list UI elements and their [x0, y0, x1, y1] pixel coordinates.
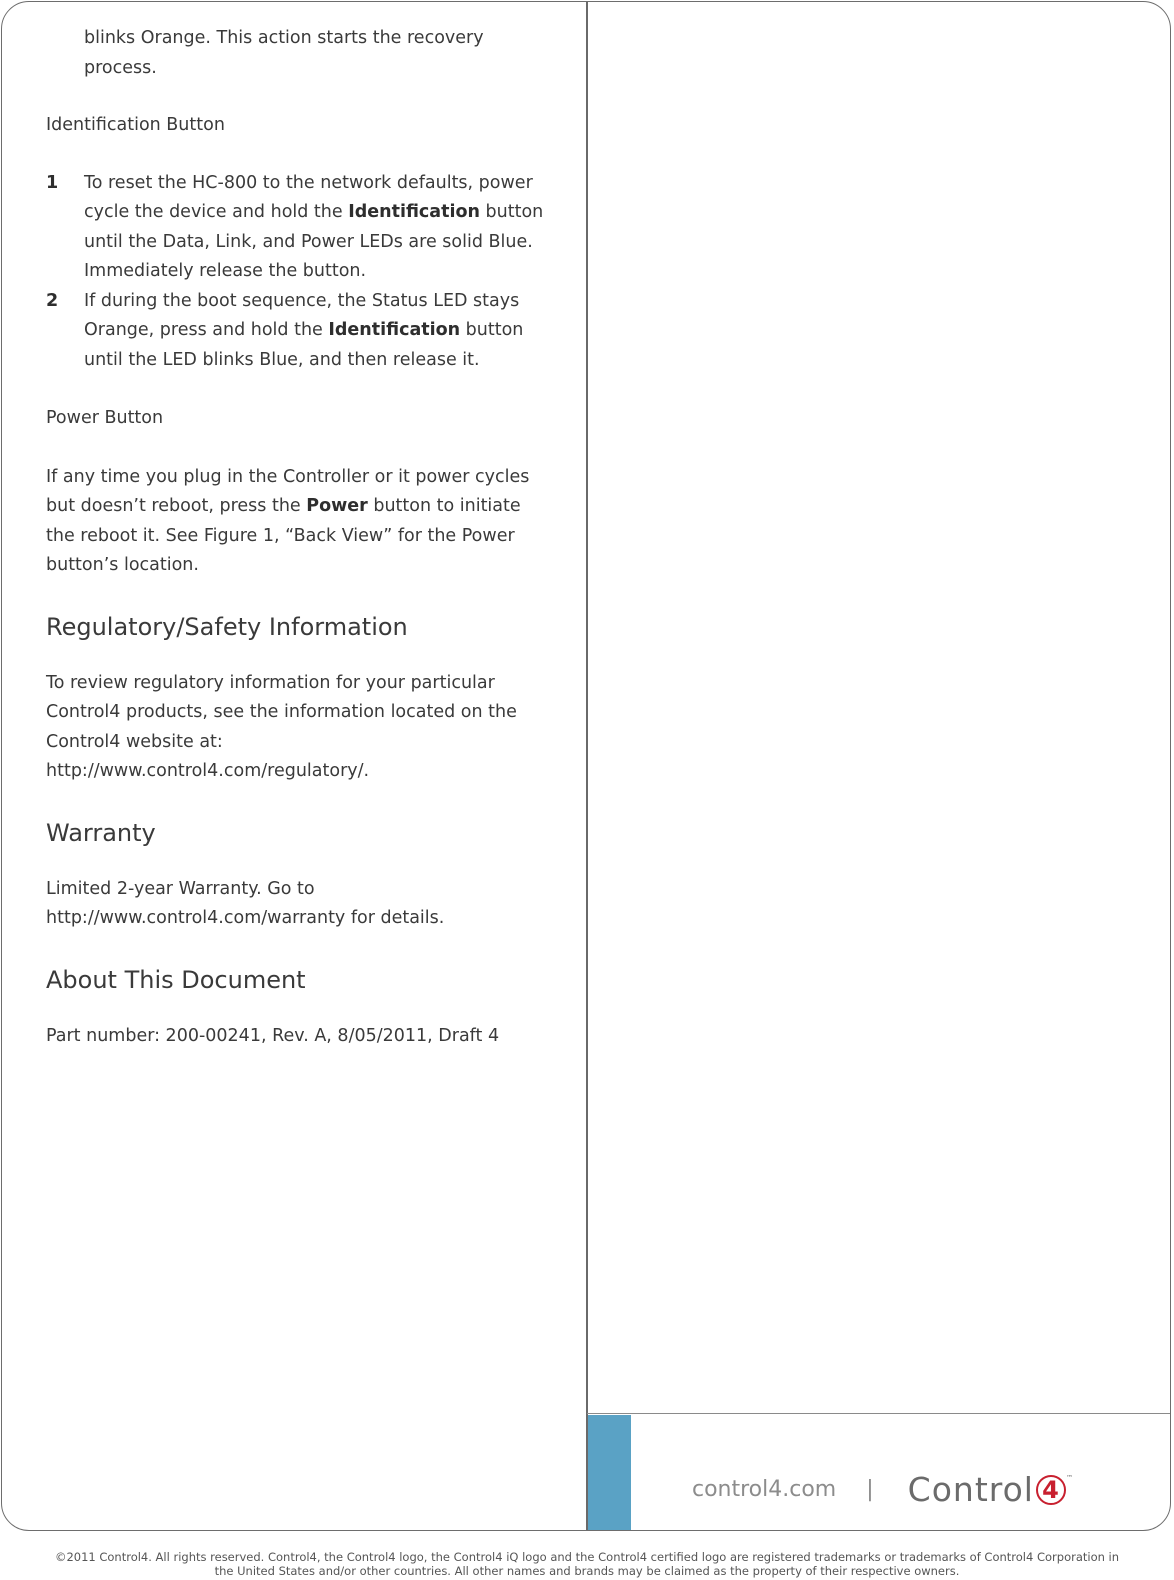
- identification-heading: Identification Button: [46, 115, 225, 135]
- site-link[interactable]: control4.com: [692, 1477, 837, 1502]
- power-heading: Power Button: [46, 408, 164, 428]
- step-number: 1: [46, 172, 59, 193]
- footer-rule: [587, 1413, 1170, 1414]
- footer-brand: [692, 1470, 1074, 1509]
- identification-step-2: [46, 287, 551, 376]
- warranty-heading: Warranty: [46, 818, 156, 847]
- continued-text: blinks Orange. This action starts the recovery process.: [84, 28, 484, 78]
- regulatory-heading: Regulatory/Safety Information: [46, 612, 408, 641]
- step-number: 2: [46, 290, 59, 311]
- step-text: To reset the HC-800 to the network defaults, power cycle the device and hold the Identification button until the Data, Link, and Power LEDs are solid Blue. Immediately release the button.: [84, 172, 544, 281]
- about-heading: About This Document: [46, 965, 306, 994]
- logo-four-icon: 4: [1036, 1475, 1066, 1505]
- accent-block: [588, 1415, 631, 1531]
- regulatory-text: To review regulatory information for your particular Control4 products, see the information located on the Control4 website at: http://www.control4.com/regulatory/.: [46, 672, 517, 781]
- column-divider: [586, 2, 588, 1530]
- about-text: Part number: 200-00241, Rev. A, 8/05/2011, Draft 4: [46, 1025, 500, 1046]
- step-text: If during the boot sequence, the Status LED stays Orange, press and hold the Identification button until the LED blinks Blue, and then release it.: [84, 290, 524, 370]
- power-text: If any time you plug in the Controller or it power cycles but doesn’t reboot, press the Power button to initiate the reboot it. See Figure 1, “Back View” for the Power button’s location.: [46, 466, 530, 575]
- identification-step-1: [46, 169, 551, 287]
- left-column: [46, 24, 551, 1051]
- footer-separator: |: [866, 1477, 874, 1502]
- page-frame: [1, 1, 1171, 1531]
- warranty-text: Limited 2-year Warranty. Go to http://www.control4.com/warranty for details.: [46, 878, 445, 928]
- legal-notice: ©2011 Control4. All rights reserved. Control4, the Control4 logo, the Control4 iQ logo and the Control4 certified logo are registered trademarks or trademarks of Control4 Corporation in the United States and/or other countries. All other names and brands may be claimed as the property of their respective owners.: [54, 1550, 1120, 1578]
- control4-logo: Control 4 ™: [907, 1470, 1074, 1509]
